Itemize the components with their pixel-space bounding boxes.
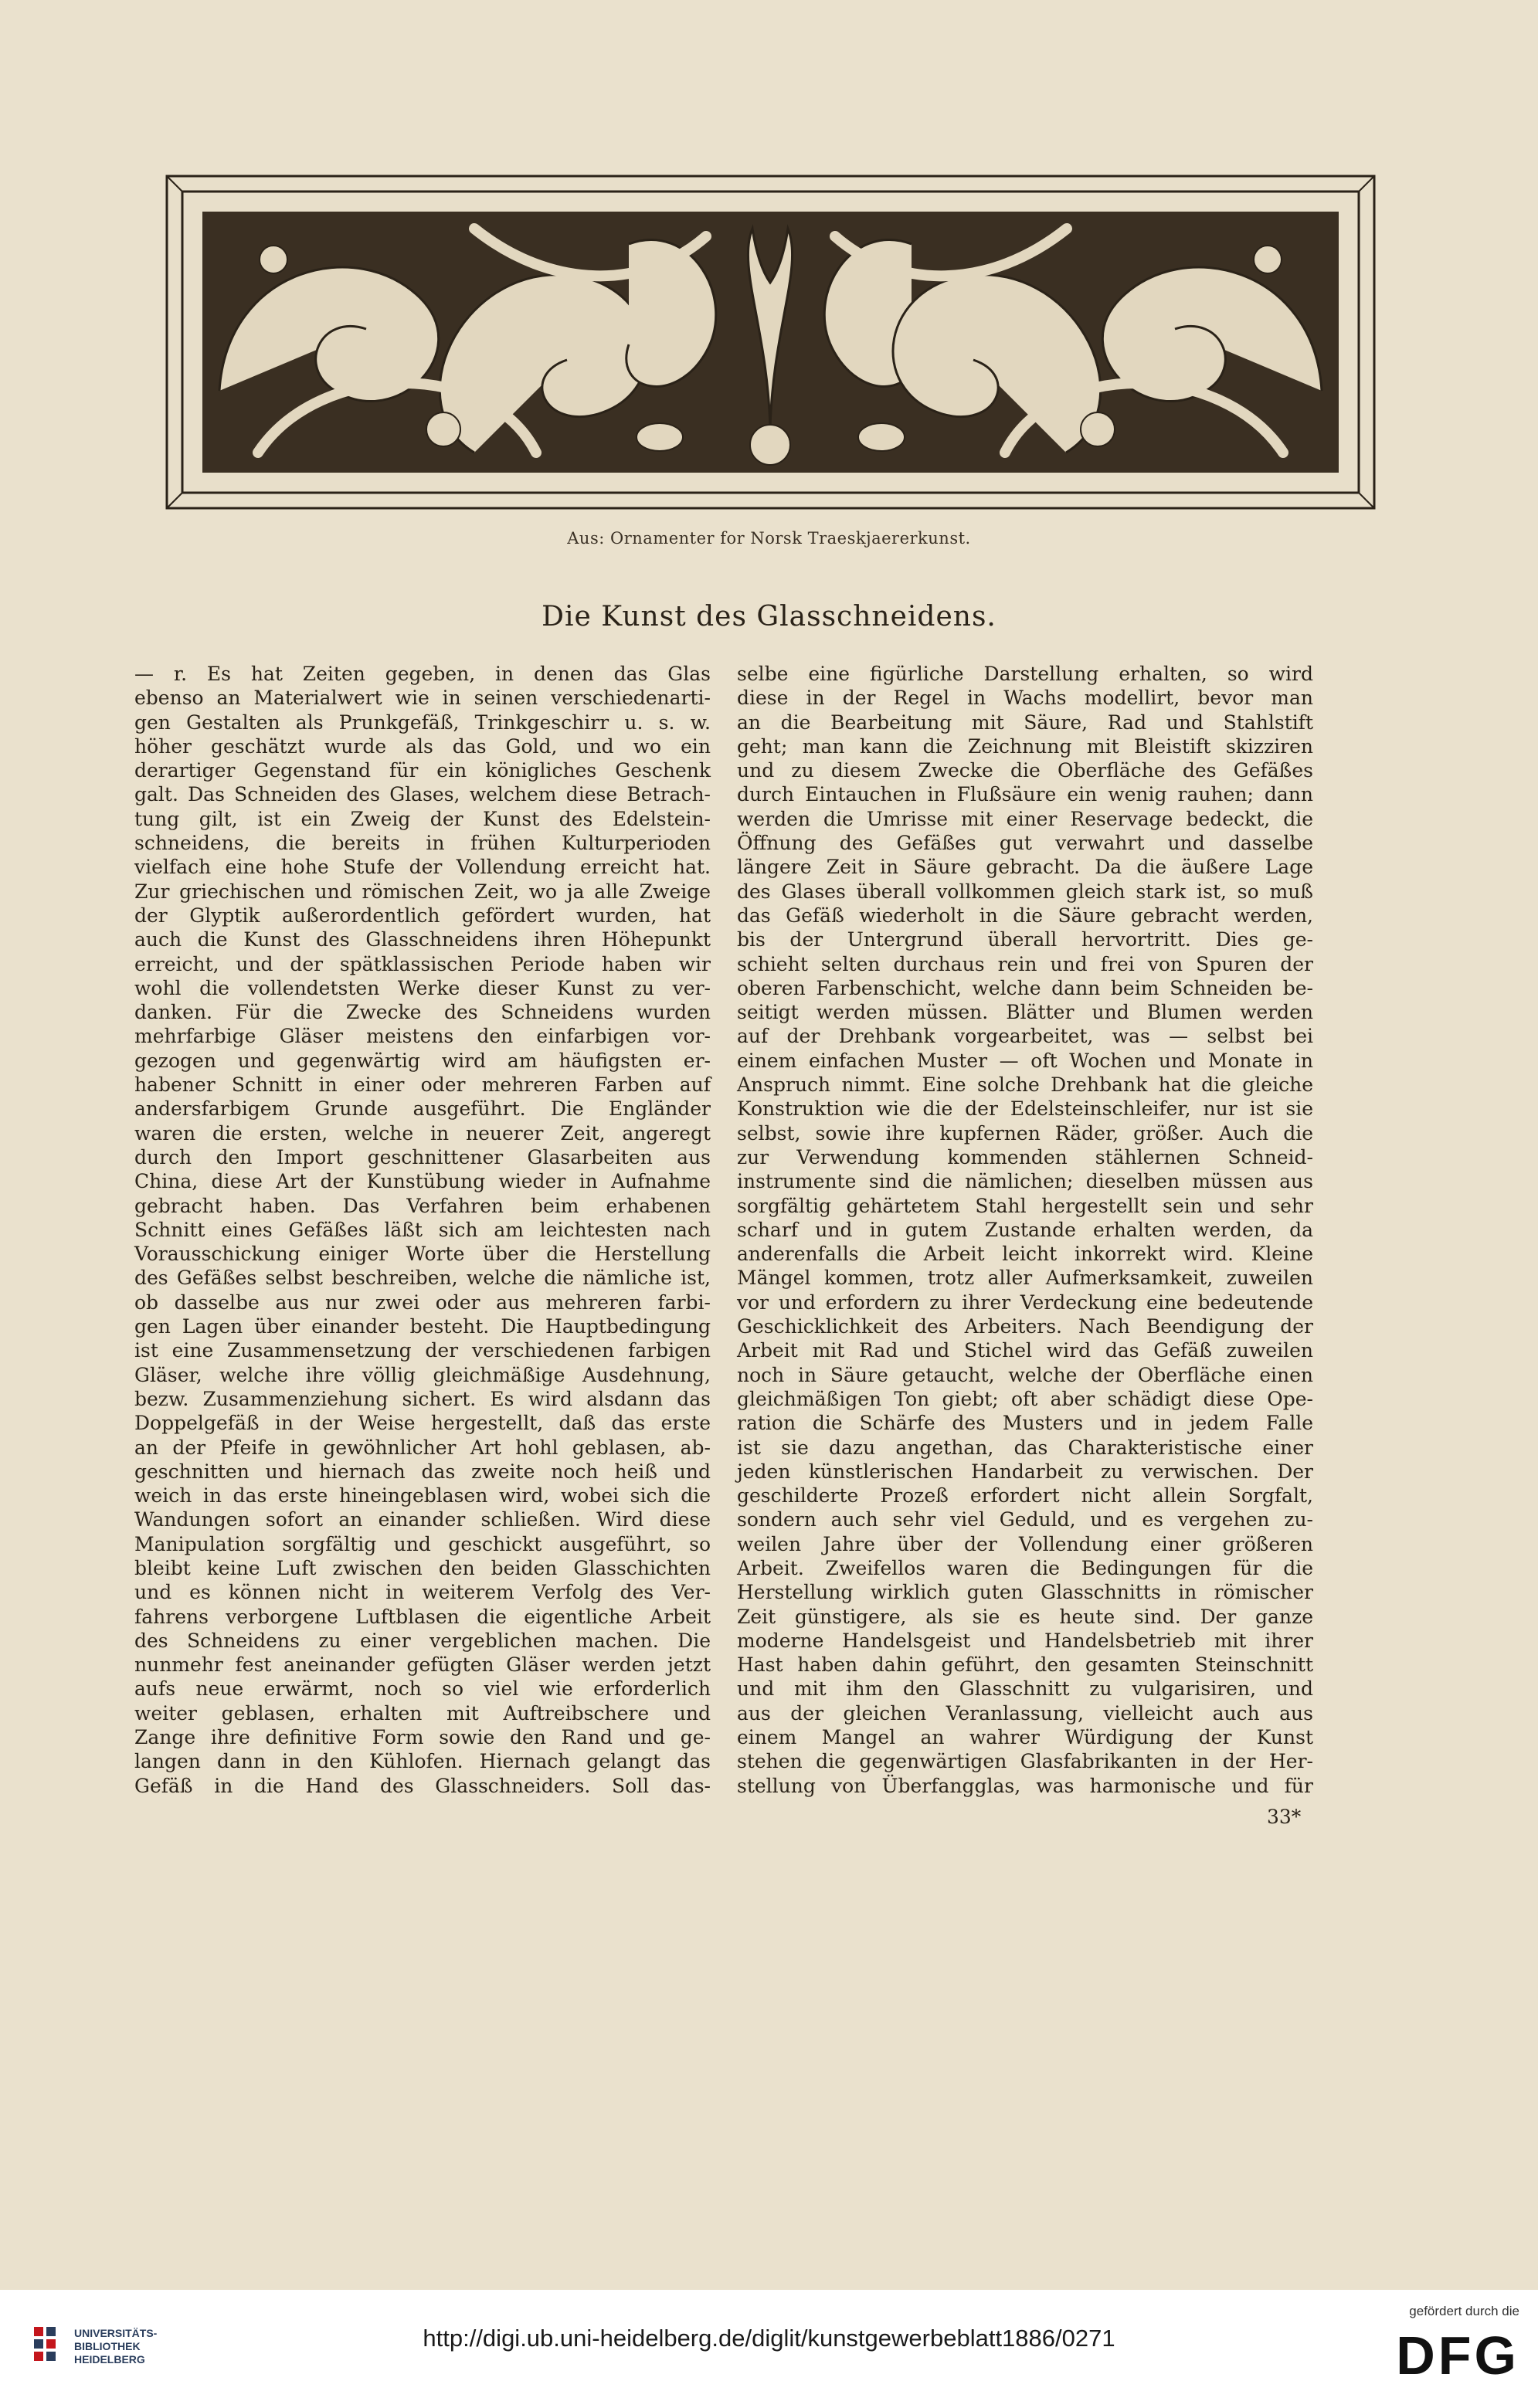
text-line: weilen Jahre über der Vollendung einer größeren (737, 1532, 1313, 1555)
text-line: geht; man kann die Zeichnung mit Bleistift skizziren (737, 734, 1313, 758)
text-line: stehen die gegenwärtigen Glasfabrikanten in der Her- (737, 1750, 1313, 1773)
text-line: gleichmäßigen Ton giebt; oft aber schädigt diese Ope- (737, 1387, 1313, 1410)
text-line: gezogen und gegenwärtig wird am häufigsten er- (134, 1049, 711, 1072)
text-line: gen Gestalten als Prunkgefäß, Trinkgeschirr u. s. w. (134, 711, 711, 734)
text-line: erreicht, und der spätklassischen Periode haben wir (134, 952, 711, 975)
text-line: derartiger Gegenstand für ein königliches Geschenk (134, 759, 711, 782)
text-line: moderne Handelsgeist und Handelsbetrieb mit ihrer (737, 1629, 1313, 1652)
text-line: Herstellung wirklich guten Glasschnitts in römischer (737, 1581, 1313, 1604)
text-line: wohl die vollendetsten Werke dieser Kunst zu ver- (134, 976, 711, 999)
text-line: habener Schnitt in einer oder mehreren Farben auf (134, 1073, 711, 1097)
text-line: danken. Für die Zwecke des Schneidens wurden (134, 1001, 711, 1024)
text-line: und zu diesem Zwecke die Oberfläche des Gefäßes (737, 759, 1313, 782)
text-line: zur Verwendung kommenden stählernen Schneid- (737, 1145, 1313, 1168)
text-line: Öffnung des Gefäßes gut verwahrt und dasselbe (737, 832, 1313, 855)
text-line: Arbeit. Zweifellos waren die Bedingungen für die (737, 1556, 1313, 1579)
text-line: ration die Schärfe des Musters und in jedem Falle (737, 1412, 1313, 1435)
text-line: sondern auch sehr viel Geduld, und es vergehen zu- (737, 1508, 1313, 1531)
text-line: bis der Untergrund überall hervortritt. Dies ge- (737, 928, 1313, 951)
text-line: anderenfalls die Arbeit leicht inkorrekt wird. Kleine (737, 1243, 1313, 1266)
text-line: geschnitten und hiernach das zweite noch heiß und (134, 1460, 711, 1483)
text-line: des Glases überall vollkommen gleich stark ist, so muß (737, 880, 1313, 903)
text-line: instrumente sind die nämlichen; dieselben müssen aus (737, 1170, 1313, 1193)
page-number: 33* (1267, 1806, 1302, 1828)
text-column-right (737, 663, 1313, 1798)
text-line: auf der Drehbank vorgearbeitet, was — selbst bei (737, 1025, 1313, 1048)
text-line: Zur griechischen und römischen Zeit, wo ja alle Zweige (134, 880, 711, 903)
text-line: werden die Umrisse mit einer Reservage bedeckt, die (737, 807, 1313, 830)
text-line: stellung von Überfangglas, was harmonische und für (737, 1774, 1313, 1797)
text-line: bezw. Zusammenziehung sichert. Es wird alsdann das (134, 1387, 711, 1410)
text-line: durch den Import geschnittener Glasarbeiten aus (134, 1145, 711, 1168)
text-line: diese in der Regel in Wachs modellirt, bevor man (737, 687, 1313, 710)
text-line: an die Bearbeitung mit Säure, Rad und Stahlstift (737, 711, 1313, 734)
text-line: China, diese Art der Kunstübung wieder in Aufnahme (134, 1170, 711, 1193)
text-line: des Schneidens zu einer vergeblichen machen. Die (134, 1629, 711, 1652)
text-line: Zange ihre definitive Form sowie den Rand und ge- (134, 1726, 711, 1749)
text-line: oberen Farbenschicht, welche dann beim Schneiden be- (737, 976, 1313, 999)
ornament-illustration (165, 175, 1376, 510)
text-line: jeden künstlerischen Handarbeit zu verwischen. Der (737, 1460, 1313, 1483)
text-line: und es können nicht in weiterem Verfolg des Ver- (134, 1581, 711, 1604)
text-line: noch in Säure getaucht, welche der Oberfläche einen (737, 1363, 1313, 1386)
text-line: höher geschätzt wurde als das Gold, und wo ein (134, 734, 711, 758)
library-name-line: BIBLIOTHEK (74, 2340, 141, 2352)
funded-by-label: gefördert durch die (1409, 2304, 1519, 2318)
text-line: scharf und in gutem Zustande erhalten werden, da (737, 1218, 1313, 1241)
text-line: aufs neue erwärmt, noch so viel wie erforderlich (134, 1677, 711, 1701)
text-line: längere Zeit in Säure gebracht. Da die äußere Lage (737, 856, 1313, 879)
text-line: selbe eine figürliche Darstellung erhalten, so wird (737, 663, 1313, 685)
text-line: ebenso an Materialwert wie in seinen verschiedenarti- (134, 687, 711, 710)
text-line: fahrens verborgene Luftblasen die eigentliche Arbeit (134, 1605, 711, 1628)
text-line: Zeit günstigere, als sie es heute sind. Der ganze (737, 1605, 1313, 1628)
text-line: gen Lagen über einander besteht. Die Hauptbedingung (134, 1315, 711, 1338)
source-url-link[interactable]: http://digi.ub.uni-heidelberg.de/diglit/kunstgewerbeblatt1886/0271 (423, 2325, 1115, 2352)
text-line: tung gilt, ist ein Zweig der Kunst des Edelstein- (134, 807, 711, 830)
article-title: Die Kunst des Glasschneidens. (542, 601, 996, 633)
text-line: vielfach eine hohe Stufe der Vollendung erreicht hat. (134, 856, 711, 879)
text-line: seitigt werden müssen. Blätter und Blumen werden (737, 1001, 1313, 1024)
text-line: ist eine Zusammensetzung der verschiedenen farbigen (134, 1339, 711, 1362)
text-line: andersfarbigem Grunde ausgeführt. Die Engländer (134, 1097, 711, 1121)
text-line: auch die Kunst des Glasschneidens ihren Höhepunkt (134, 928, 711, 951)
text-line: Gefäß in die Hand des Glasschneiders. Soll das- (134, 1774, 711, 1797)
dfg-logo: DFG (1396, 2325, 1519, 2386)
text-line: Geschicklichkeit des Arbeiters. Nach Beendigung der (737, 1315, 1313, 1338)
text-line: an der Pfeife in gewöhnlicher Art hohl geblasen, ab- (134, 1436, 711, 1459)
text-line: Doppelgefäß in der Weise hergestellt, daß das erste (134, 1412, 711, 1435)
text-line: sorgfältig gehärtetem Stahl hergestellt sein und sehr (737, 1194, 1313, 1217)
text-line: schneidens, die bereits in frühen Kulturperioden (134, 832, 711, 855)
text-line: ist sie dazu angethan, das Charakteristische einer (737, 1436, 1313, 1459)
footer-bar (0, 2290, 1538, 2408)
text-line: Vorausschickung einiger Worte über die Herstellung (134, 1243, 711, 1266)
text-line: mehrfarbige Gläser meistens den einfarbigen vor- (134, 1025, 711, 1048)
text-line: aus der gleichen Veranlassung, vielleicht auch aus (737, 1701, 1313, 1725)
text-line: Mängel kommen, trotz aller Aufmerksamkeit, zuweilen (737, 1267, 1313, 1290)
text-line: ob dasselbe aus nur zwei oder aus mehreren farbi- (134, 1290, 711, 1314)
text-line: — r. Es hat Zeiten gegeben, in denen das Glas (134, 663, 711, 685)
text-line: weiter geblasen, erhalten mit Auftreibschere und (134, 1701, 711, 1725)
text-line: der Glyptik außerordentlich gefördert wurden, hat (134, 904, 711, 927)
text-line: waren die ersten, welche in neuerer Zeit, angeregt (134, 1121, 711, 1145)
text-line: vor und erfordern zu ihrer Verdeckung eine bedeutende (737, 1290, 1313, 1314)
text-line: einem Mangel an wahrer Würdigung der Kunst (737, 1726, 1313, 1749)
text-line: Schnitt eines Gefäßes läßt sich am leichtesten nach (134, 1218, 711, 1241)
text-line: weich in das erste hineingeblasen wird, wobei sich die (134, 1484, 711, 1508)
ornament-caption: Aus: Ornamenter for Norsk Traeskjaererkunst. (567, 529, 971, 548)
text-line: einem einfachen Muster — oft Wochen und Monate in (737, 1049, 1313, 1072)
text-line: durch Eintauchen in Flußsäure ein wenig rauhen; dann (737, 783, 1313, 806)
text-line: galt. Das Schneiden des Glases, welchem diese Betrach- (134, 783, 711, 806)
text-line: Arbeit mit Rad und Stichel wird das Gefäß zuweilen (737, 1339, 1313, 1362)
library-name-line: HEIDELBERG (74, 2353, 145, 2366)
text-line: schieht selten durchaus rein und frei von Spuren der (737, 952, 1313, 975)
text-line: Anspruch nimmt. Eine solche Drehbank hat die gleiche (737, 1073, 1313, 1097)
library-name-line: UNIVERSITÄTS- (74, 2327, 158, 2339)
text-line: des Gefäßes selbst beschreiben, welche die nämliche ist, (134, 1267, 711, 1290)
text-line: langen dann in den Kühlofen. Hiernach gelangt das (134, 1750, 711, 1773)
text-line: Hast haben dahin geführt, den gesamten Steinschnitt (737, 1653, 1313, 1677)
text-line: Manipulation sorgfältig und geschickt ausgeführt, so (134, 1532, 711, 1555)
text-column-left (134, 663, 711, 1798)
text-line: Gläser, welche ihre völlig gleichmäßige Ausdehnung, (134, 1363, 711, 1386)
text-line: Wandungen sofort an einander schließen. Wird diese (134, 1508, 711, 1531)
text-line: nunmehr fest aneinander gefügten Gläser werden jetzt (134, 1653, 711, 1677)
text-line: das Gefäß wiederholt in die Säure gebracht werden, (737, 904, 1313, 927)
text-line: gebracht haben. Das Verfahren beim erhabenen (134, 1194, 711, 1217)
text-line: geschilderte Prozeß erfordert nicht allein Sorgfalt, (737, 1484, 1313, 1508)
text-line: Konstruktion wie die der Edelsteinschleifer, nur ist sie (737, 1097, 1313, 1121)
text-line: bleibt keine Luft zwischen den beiden Glasschichten (134, 1556, 711, 1579)
text-line: selbst, sowie ihre kupfernen Räder, größer. Auch die (737, 1121, 1313, 1145)
text-line: und mit ihm den Glasschnitt zu vulgarisiren, und (737, 1677, 1313, 1701)
